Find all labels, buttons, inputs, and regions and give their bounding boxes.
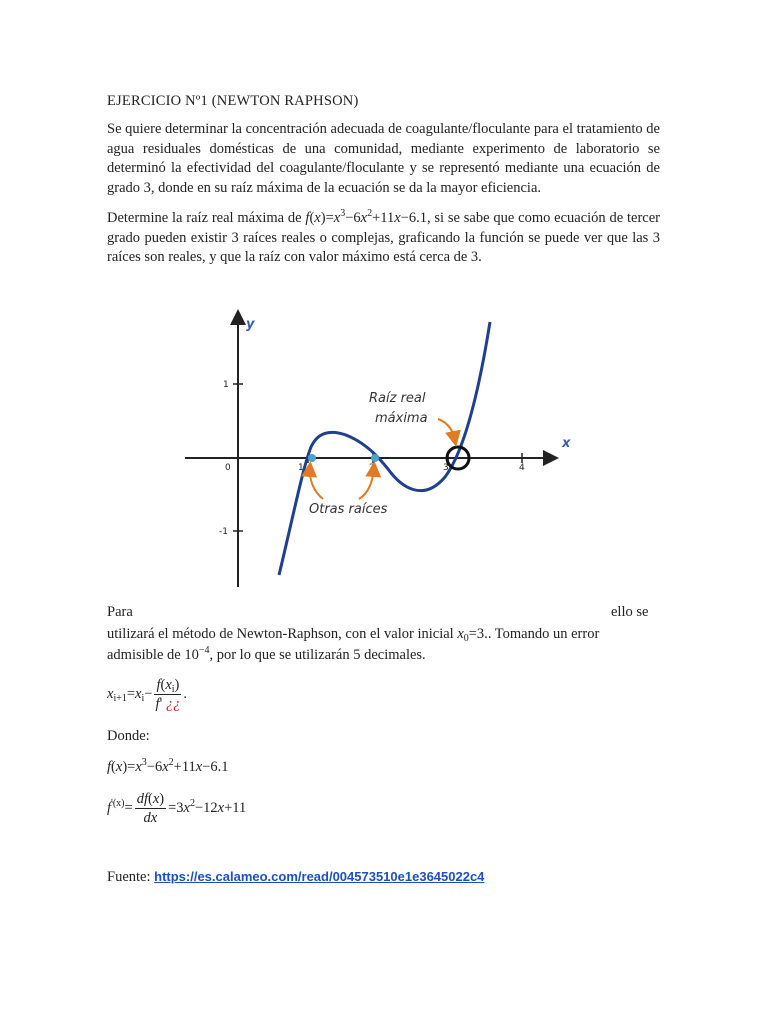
source-label: Fuente: [107, 869, 155, 885]
error-value-formula: $10^{-4}$ [184, 645, 210, 663]
error-text-after: , por lo que se utilizarán 5 decimales. [209, 647, 426, 663]
initial-value-formula: $x_0=3$. [457, 626, 488, 644]
para-left-text: Para [107, 604, 133, 620]
para-right-text: ello se [611, 604, 649, 620]
error-text-before: admisible de [107, 647, 185, 663]
donde-label: Donde: [107, 728, 150, 744]
arrow-max [438, 419, 455, 441]
source-link[interactable]: https://es.calameo.com/read/004573510e1e3645022c4 [154, 869, 485, 884]
task-paragraph [107, 209, 660, 268]
root-marker-2 [371, 454, 379, 462]
root-marker-1 [308, 454, 316, 462]
error-line [107, 646, 426, 666]
task-text-after: , si se sabe que como ecuación de tercer grado pueden existir 3 raíces reales o complejas, graficando la función se puede ver que las 3 raíces son reales, y que la raíz con valor máximo está cerca de 3. [107, 210, 660, 265]
tick-y-1: 1 [223, 380, 229, 390]
method-line [107, 625, 599, 645]
method-text-after: . Tomando un error [487, 626, 600, 642]
tick-x-0: 0 [225, 463, 231, 473]
newton-raphson-formula: $x_{i+1}=x_i-$ $\frac{f(x_i)}{f' ¿¿}$ . [107, 677, 188, 712]
function-inline-formula: $f(x)=x^3-6x^2+11x-6.1$ [305, 208, 427, 226]
annotation-others: Otras raíces [309, 502, 388, 517]
y-axis-label: y [246, 317, 255, 332]
source-line [107, 869, 484, 886]
arrow-root-1 [310, 467, 323, 499]
intro-paragraph: Se quiere determinar la concentración adecuada de coagulante/floculante para el tratamiento de agua residuales domésticas de una comunidad, mediante experimento de laboratorio se determinó la efectividad del coagulante/floculante y se representó mediante una ecuación de grado 3, donde en su raíz máxima de la ecuación se da la mayor eficiencia. [107, 121, 660, 196]
tick-y-minus-1: -1 [219, 527, 228, 537]
function-formula: $f(x)=x^3-6x^2+11x-6.1$ [107, 757, 229, 775]
method-text-before: utilizará el método de Newton-Raphson, con el valor inicial [107, 626, 458, 642]
annotation-max-line2: máxima [375, 411, 428, 426]
tick-x-3: 3 [443, 463, 449, 473]
derivative-formula: $f^{'(x)}=$ $\frac{df(x)}{dx}$ $=3x^2-12x+11$ [107, 791, 247, 826]
x-axis-label: x [562, 436, 571, 451]
task-text-before: Determine la raíz real máxima de [107, 210, 306, 226]
function-graph [183, 307, 571, 592]
exercise-title: EJERCICIO Nº1 (NEWTON RAPHSON) [107, 93, 359, 109]
annotation-max-line1: Raíz real [369, 391, 426, 406]
tick-x-1: 1 [298, 463, 304, 473]
tick-x-4: 4 [519, 463, 525, 473]
tick-x-2: 2 [369, 463, 375, 473]
